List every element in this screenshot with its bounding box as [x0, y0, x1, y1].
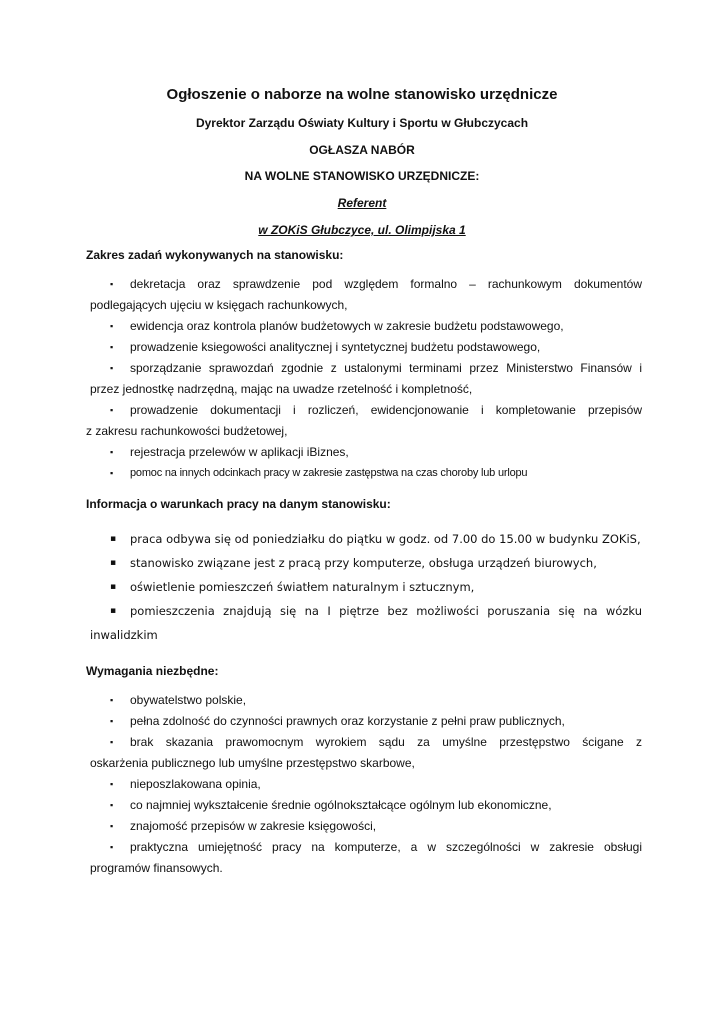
- list-item: [86, 551, 642, 575]
- list-item-text: nieposzlakowana opinia,: [130, 777, 261, 791]
- conditions-list: [86, 527, 642, 647]
- list-item-continuation: oskarżenia publicznego lub umyślne przestępstwo skarbowe,: [90, 756, 415, 770]
- list-item: [86, 711, 642, 732]
- bullet-icon: ▪: [110, 363, 114, 373]
- list-item: [86, 316, 642, 337]
- list-item-continuation: inwalidzkim: [90, 628, 158, 642]
- list-item: [86, 442, 642, 463]
- duties-heading: Zakres zadań wykonywanych na stanowisku:: [86, 248, 344, 262]
- list-item-text: ewidencja oraz kontrola planów budżetowych w zakresie budżetu podstawowego,: [130, 319, 564, 333]
- requirements-list: [86, 690, 642, 879]
- list-item: [86, 795, 642, 816]
- announces-line: OGŁASZA NABÓR: [309, 143, 415, 157]
- bullet-icon: ▪: [110, 447, 114, 457]
- bullet-icon: ▪: [110, 821, 114, 831]
- list-item-text: rejestracja przelewów w aplikacji iBiznes,: [130, 445, 349, 459]
- bullet-icon: ▪: [110, 716, 114, 726]
- list-item-text: praca odbywa się od poniedziałku do piątku w godz. od 7.00 do 15.00 w budynku ZOKiS,: [130, 532, 641, 546]
- list-item-text: brak skazania prawomocnym wyrokiem sądu za umyślne przestępstwo ścigane z: [130, 735, 642, 749]
- bullet-icon: ▪: [110, 558, 117, 568]
- requirements-heading: Wymagania niezbędne:: [86, 664, 219, 678]
- list-item-text: znajomość przepisów w zakresie księgowości,: [130, 819, 377, 833]
- bullet-icon: ▪: [110, 695, 114, 705]
- location-line: w ZOKiS Głubczyce, ul. Olimpijska 1: [258, 223, 466, 237]
- duties-list: [86, 274, 642, 484]
- director-line: Dyrektor Zarządu Oświaty Kultury i Sportu w Głubczycach: [195, 116, 529, 130]
- page-title: Ogłoszenie o naborze na wolne stanowisko urzędnicze: [166, 86, 558, 103]
- bullet-icon: ▪: [110, 582, 117, 592]
- list-item: [86, 575, 642, 599]
- list-item: [86, 837, 642, 879]
- list-item: [86, 274, 642, 316]
- list-item: [86, 732, 642, 774]
- bullet-icon: ▪: [110, 279, 114, 289]
- bullet-icon: ▪: [110, 468, 114, 478]
- list-item: [86, 599, 642, 647]
- bullet-icon: ▪: [110, 342, 114, 352]
- list-item-text: prowadzenie ksiegowości analitycznej i syntetycznej budżetu podstawowego,: [130, 340, 541, 354]
- list-item: [86, 358, 642, 400]
- list-item-text: stanowisko związane jest z pracą przy komputerze, obsługa urządzeń biurowych,: [130, 556, 597, 570]
- bullet-icon: ▪: [110, 779, 114, 789]
- position-header-line: NA WOLNE STANOWISKO URZĘDNICZE:: [244, 169, 480, 183]
- bullet-icon: ▪: [110, 800, 114, 810]
- bullet-icon: ▪: [110, 606, 117, 616]
- list-item-text: dekretacja oraz sprawdzenie pod względem formalno – rachunkowym dokumentów: [130, 277, 642, 291]
- list-item-text: pomieszczenia znajdują się na I piętrze bez możliwości poruszania się na wózku: [130, 604, 642, 618]
- role-line: Referent: [337, 196, 387, 210]
- list-item-continuation: z zakresu rachunkowości budżetowej,: [86, 424, 288, 438]
- bullet-icon: ▪: [110, 842, 114, 852]
- bullet-icon: ▪: [110, 737, 114, 747]
- list-item-text: pomoc na innych odcinkach pracy w zakresie zastępstwa na czas choroby lub urlopu: [130, 467, 528, 479]
- list-item: [86, 463, 642, 484]
- bullet-icon: ▪: [110, 534, 117, 544]
- list-item: [86, 816, 642, 837]
- list-item: [86, 400, 642, 442]
- list-item: [86, 527, 642, 551]
- list-item-text: prowadzenie dokumentacji i rozliczeń, ewidencjonowanie i kompletowanie przepisów: [130, 403, 642, 417]
- list-item-text: sporządzanie sprawozdań zgodnie z ustalonymi terminami przez Ministerstwo Finansów i: [130, 361, 642, 375]
- list-item-text: praktyczna umiejętność pracy na komputerze, a w szczególności w zakresie obsługi: [130, 840, 642, 854]
- conditions-heading: Informacja o warunkach pracy na danym stanowisku:: [86, 497, 391, 511]
- list-item-continuation: przez jednostkę nadrzędną, mając na uwadze rzetelność i kompletność,: [90, 382, 473, 396]
- list-item-text: co najmniej wykształcenie średnie ogólnokształcące ogólnym lub ekonomiczne,: [130, 798, 552, 812]
- bullet-icon: ▪: [110, 321, 114, 331]
- list-item: [86, 690, 642, 711]
- list-item-text: pełna zdolność do czynności prawnych oraz korzystanie z pełni praw publicznych,: [130, 714, 565, 728]
- bullet-icon: ▪: [110, 405, 114, 415]
- list-item-text: obywatelstwo polskie,: [130, 693, 247, 707]
- list-item-continuation: programów finansowych.: [90, 861, 223, 875]
- list-item: [86, 774, 642, 795]
- list-item-continuation: podlegających ujęciu w księgach rachunkowych,: [90, 298, 348, 312]
- list-item: [86, 337, 642, 358]
- list-item-text: oświetlenie pomieszczeń światłem naturalnym i sztucznym,: [130, 580, 475, 594]
